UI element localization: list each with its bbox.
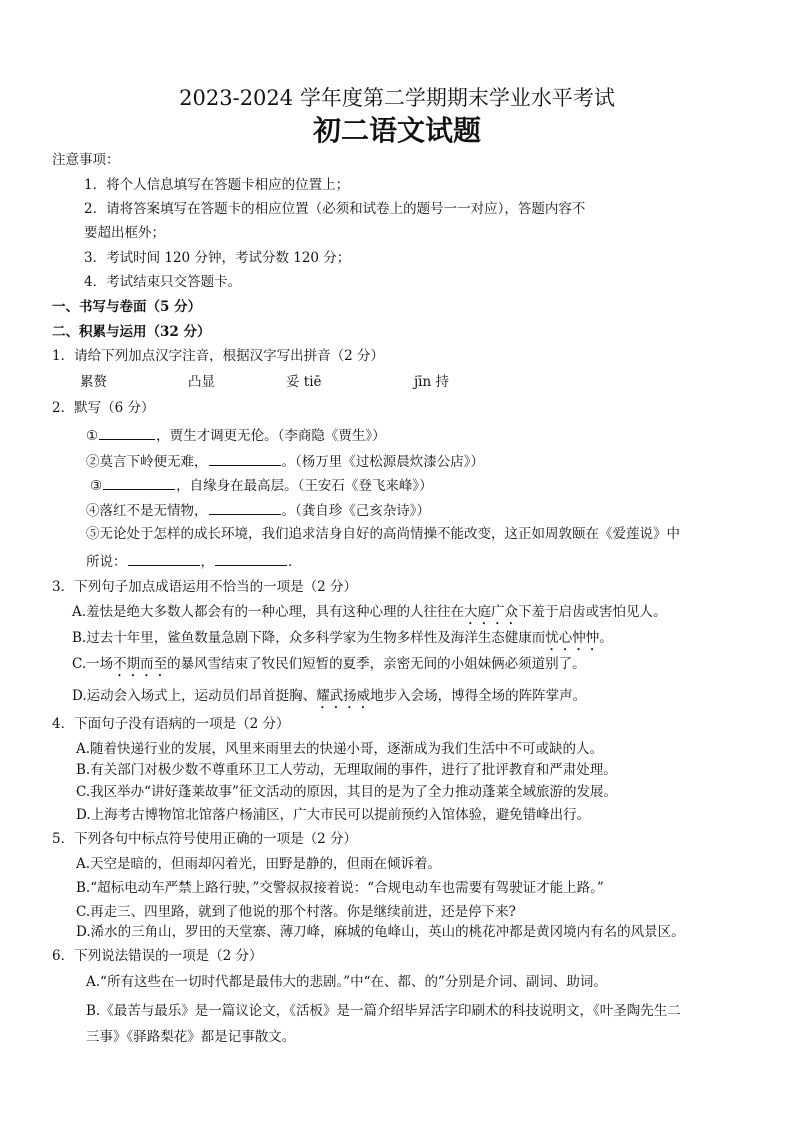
q1-word-4: jīn 持 — [414, 374, 449, 390]
q5-option-a: A.天空是暗的，但雨却闪着光，田野是静的，但雨在倾诉着。 — [76, 856, 442, 872]
q2-line-1-text: ，贾生才调更无伦。（李商隐《贾生》） — [156, 428, 386, 444]
q3-option-c-post: 的暴风雪结束了牧民们短暂的夏季，亲密无间的小姐妹俩必须道别了。 — [167, 656, 586, 672]
q4-option-a: A.随着快递行业的发展，风里来雨里去的快递小哥，逐渐成为我们生活中不可或缺的人。 — [76, 741, 604, 757]
q6-option-b-cont: 三事》《驿路梨花》都是记事散文。 — [86, 1029, 296, 1045]
q3-option-a — [72, 602, 667, 628]
section-heading-1: 一、书写与卷面（5 分） — [52, 299, 202, 315]
q1-word-2 — [188, 372, 215, 392]
q2-line-1 — [86, 424, 386, 446]
q2-line-4-source: 。（龚自珍《己亥杂诗》） — [281, 503, 430, 519]
answer-blank[interactable] — [128, 550, 200, 566]
answer-blank[interactable] — [209, 450, 281, 466]
answer-blank[interactable] — [215, 550, 287, 566]
q6-option-a: A.“所有这些在一切时代都是最伟大的悲剧。”中“在、都、的”分别是介词、副词、助词。 — [86, 974, 607, 990]
note-item-3: 3．考试时间 120 分钟，考试分数 120 分； — [84, 250, 351, 266]
q3-option-c-pre: C.一场 — [72, 656, 114, 672]
q4-option-d: D.上海考古博物馆北馆落户杨浦区，广大市民可以提前预约入馆体验，避免错峰出行。 — [76, 807, 591, 823]
q5-stem: 5．下列各句中标点符号使用正确的一项是（2 分） — [52, 831, 357, 847]
q3-option-b-pre: B.过去十年里，鲨鱼数量急剧下降，众多科学家为生物多样性及海洋生态健康而 — [72, 630, 546, 646]
q2-line-2-source: 。（杨万里《过松源晨炊漆公店》） — [281, 454, 484, 470]
notes-heading: 注意事项： — [52, 152, 120, 168]
q3-option-b-post: 。 — [599, 630, 613, 646]
q3-option-d-post: 地步入会场，博得全场的阵阵掌声。 — [370, 688, 587, 704]
q2-line-1-num: ① — [86, 428, 99, 444]
q2-line-6-comma: ， — [200, 554, 214, 570]
note-item-4: 4．考试结束只交答题卡。 — [84, 274, 242, 290]
q3-option-d-idiom: 耀武扬威 — [316, 688, 371, 704]
q2-line-4-text: ④落红不是无情物， — [86, 503, 208, 519]
q2-line-6-text: 所说： — [86, 554, 127, 570]
answer-blank[interactable] — [209, 499, 281, 515]
q2-line-5: ⑤无论处于怎样的成长环境，我们追求洁身自好的高尚情操不能改变，这正如周敦颐在《爱莲说》中 — [86, 526, 680, 542]
section-heading-2: 二、积累与运用（32 分） — [52, 324, 211, 340]
q2-line-3-num: ③ — [90, 478, 103, 494]
q5-option-b: B.“超标电动车严禁上路行驶，”交警叔叔接着说：“合规电动车也需要有驾驶证才能上路。” — [76, 880, 604, 896]
q1-word-3: 妥 tiē — [286, 374, 322, 390]
note-item-2-cont: 要超出框外； — [84, 225, 165, 241]
q3-stem: 3．下列句子加点成语运用不恰当的一项是（2 分） — [52, 579, 357, 595]
q2-line-6-end: ． — [288, 554, 302, 570]
q1-stem: 1．请给下列加点汉字注音，根据汉字写出拼音（2 分） — [52, 348, 384, 364]
q3-option-d — [72, 686, 586, 712]
exam-title: 2023-2024 学年度第二学期期末学业水平考试 — [179, 86, 615, 110]
q3-option-c-idiom: 不期而至 — [113, 656, 168, 672]
q2-line-2 — [86, 450, 484, 472]
note-item-1: 1．将个人信息填写在答题卡相应的位置上； — [84, 177, 350, 193]
q5-option-d: D.浠水的三角山，罗田的天堂寨、薄刀峰，麻城的龟峰山，英山的桃花冲都是黄冈境内有名的风景区。 — [76, 924, 685, 940]
q1-word-1 — [80, 372, 107, 392]
q1-word-1-text: 累赘 — [80, 374, 107, 390]
q2-line-3 — [90, 474, 433, 496]
q1-word-2-text: 凸显 — [188, 374, 215, 390]
note-item-2: 2．请将答案填写在答题卡的相应位置（必须和试卷上的题号一一对应），答题内容不 — [84, 201, 586, 217]
q3-option-a-idiom: 大庭广众 — [464, 604, 519, 620]
q2-line-3-text: ，自缘身在最高层。（王安石《登飞来峰》） — [176, 478, 433, 494]
q6-stem: 6．下列说法错误的一项是（2 分） — [52, 948, 263, 964]
q3-option-d-pre: D.运动会入场式上，运动员们昂首挺胸、 — [72, 688, 317, 704]
q4-option-c: C.我区举办“讲好蓬莱故事”征文活动的原因，其目的是为了全力推动蓬莱全域旅游的发展。 — [76, 784, 617, 800]
q5-option-c: C.再走三、四里路，就到了他说的那个村落。你是继续前进，还是停下来? — [76, 904, 516, 920]
q4-stem: 4．下面句子没有语病的一项是（2 分） — [52, 716, 290, 732]
q2-line-2-text: ②莫言下岭便无难， — [86, 454, 208, 470]
q3-option-a-post: 下羞于启齿或害怕见人。 — [518, 604, 667, 620]
q6-option-b: B.《最苦与最乐》是一篇议论文，《活板》是一篇介绍毕昇活字印刷术的科技说明文，《叶圣陶先生二 — [86, 1003, 681, 1019]
answer-blank[interactable] — [103, 474, 175, 490]
q3-option-a-pre: A.羞怯是绝大多数人都会有的一种心理，具有这种心理的人往往在 — [72, 604, 465, 620]
q3-option-c — [72, 654, 586, 680]
q3-option-b — [72, 628, 613, 654]
q4-option-b: B.有关部门对极少数不尊重环卫工人劳动，无理取闹的事件，进行了批评教育和严肃处理。 — [76, 762, 617, 778]
q2-line-6 — [86, 550, 302, 572]
q2-line-4 — [86, 499, 430, 521]
answer-blank[interactable] — [99, 424, 155, 440]
q2-stem: 2．默写（6 分） — [52, 400, 155, 416]
q3-option-b-idiom: 忧心忡忡 — [545, 630, 600, 646]
exam-subject-title: 初二语文试题 — [312, 114, 481, 147]
